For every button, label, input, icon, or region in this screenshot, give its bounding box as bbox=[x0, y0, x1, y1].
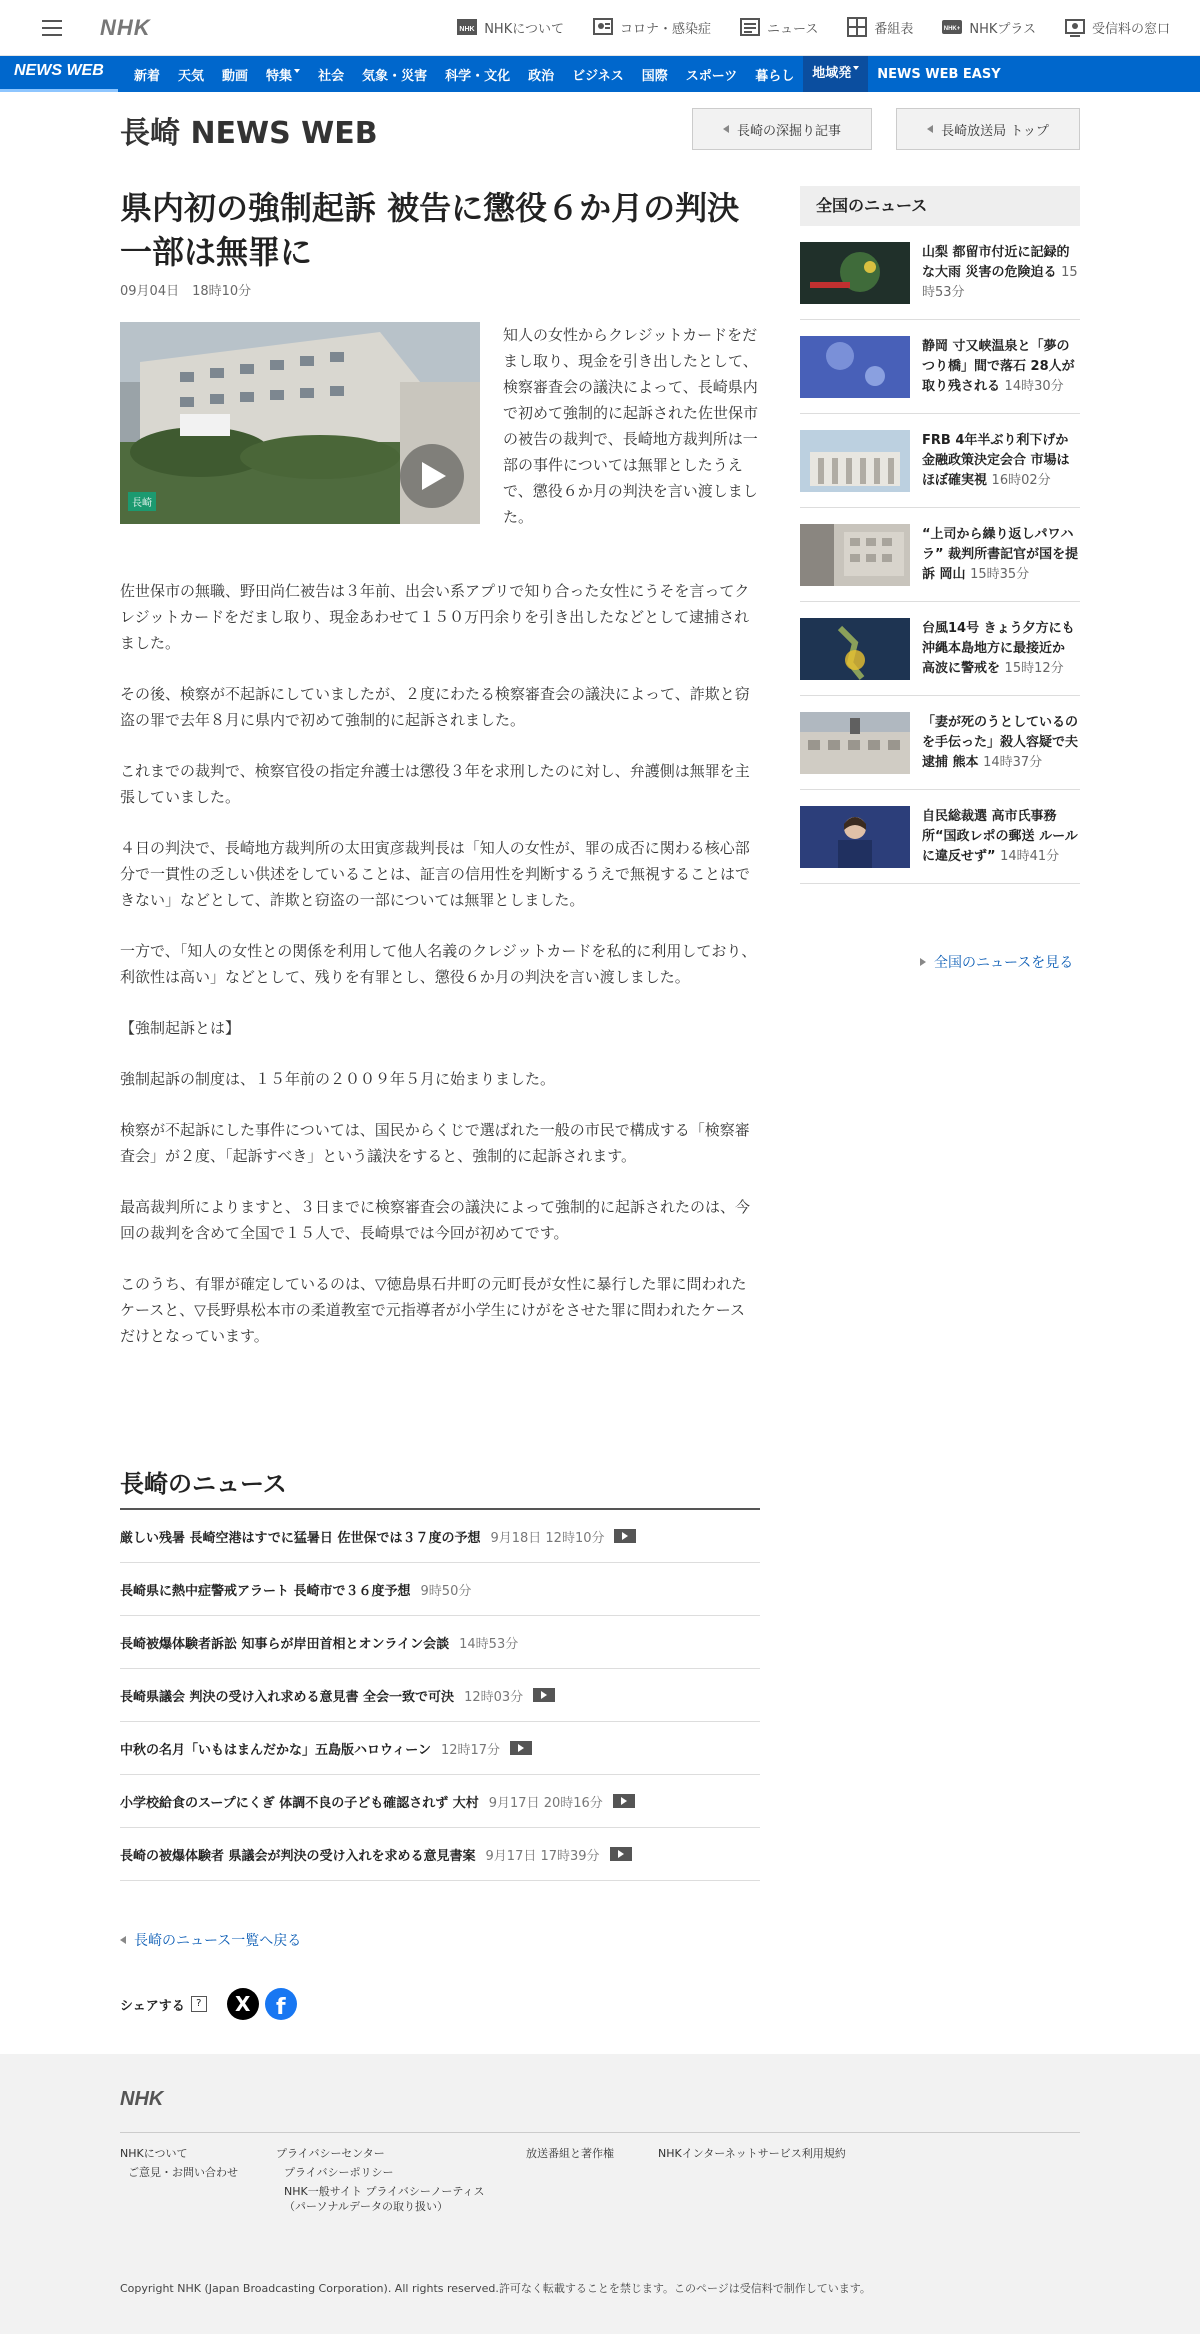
video-icon bbox=[613, 1794, 635, 1808]
list-item[interactable] bbox=[120, 1616, 760, 1669]
nhk-logo-icon bbox=[456, 16, 478, 38]
news-time: 16時02分 bbox=[991, 472, 1051, 488]
svg-text:NHK: NHK bbox=[459, 26, 475, 33]
news-title: 中秋の名月「いもはまんだかな」五島版ハロウィーン bbox=[120, 1742, 431, 1758]
site-header bbox=[0, 0, 1200, 56]
link-label: 長崎のニュース一覧へ戻る bbox=[134, 1933, 302, 1949]
more-national-news-link[interactable] bbox=[920, 952, 1073, 972]
nav-item-video[interactable]: 動画 bbox=[222, 68, 249, 84]
nav-item-regional[interactable] bbox=[803, 56, 868, 92]
nav-item-weather[interactable]: 天気 bbox=[178, 68, 205, 84]
triangle-left-icon bbox=[723, 125, 729, 133]
news-thumbnail bbox=[800, 242, 910, 304]
news-title: FRB 4年半ぶり利下げか 金融政策決定会合 市場はほぼ確実視 bbox=[922, 432, 1070, 488]
top-nav-label: コロナ・感染症 bbox=[619, 21, 711, 37]
national-news-sidebar bbox=[800, 186, 1080, 884]
button-label: 長崎の深掘り記事 bbox=[736, 123, 841, 139]
share-bar bbox=[120, 1988, 297, 2020]
news-time: 15時12分 bbox=[1004, 660, 1064, 676]
station-top-button[interactable] bbox=[896, 108, 1080, 150]
divider bbox=[120, 2132, 1080, 2133]
nav-item-sports[interactable]: スポーツ bbox=[685, 68, 738, 84]
nav-item-disaster[interactable]: 気象・災害 bbox=[362, 68, 428, 84]
news-time: 12時03分 bbox=[464, 1689, 524, 1705]
news-title: 長崎被爆体験者訴訟 知事らが岸田首相とオンライン会談 bbox=[120, 1636, 450, 1652]
nav-item-science[interactable]: 科学・文化 bbox=[445, 68, 511, 84]
footer-nhk-logo[interactable]: NHK bbox=[120, 2088, 164, 2110]
top-nav-label: 番組表 bbox=[874, 21, 914, 37]
article-subheading: 【強制起訴とは】 bbox=[120, 1019, 241, 1037]
triangle-right-icon bbox=[920, 958, 926, 966]
list-item[interactable] bbox=[120, 1828, 760, 1881]
sidebar-item[interactable] bbox=[800, 602, 1080, 696]
back-to-list-link[interactable] bbox=[120, 1930, 301, 1950]
article-paragraph: 検察が不起訴にした事件については、国民からくじで選ばれた一般の市民で構成する「検察審査会」が２度、「起訴すべき」という議決をすると、強制的に起訴されます。 bbox=[120, 1121, 750, 1165]
footer-col-2 bbox=[276, 2146, 484, 2214]
button-label: 長崎放送局 トップ bbox=[941, 123, 1049, 139]
news-text bbox=[922, 525, 1080, 585]
article-paragraph: 一方で、「知人の女性との関係を利用して他人名義のクレジットカードを私的に利用しており、利欲性は高い」などとして、残りを有罪とし、懲役６か月の判決を言い渡しました。 bbox=[120, 942, 757, 986]
news-title: 小学校給食のスープにくぎ 体調不良の子ども確認されず 大村 bbox=[120, 1795, 479, 1811]
news-time: 9月18日 12時10分 bbox=[490, 1530, 605, 1546]
local-news-list bbox=[120, 1510, 760, 1881]
news-title: 山梨 都留市付近に記録的な大雨 災害の危険迫る bbox=[922, 244, 1070, 280]
top-nav-nhkplus[interactable] bbox=[941, 16, 1036, 38]
nav-item-label: 地域発 bbox=[812, 66, 852, 81]
article-paragraph: 強制起訴の制度は、１５年前の２００９年５月に始まりました。 bbox=[120, 1070, 556, 1088]
video-icon bbox=[510, 1741, 532, 1755]
news-title: 長崎県議会 判決の受け入れ求める意見書 全会一致で可決 bbox=[120, 1689, 455, 1705]
top-nav-schedule[interactable] bbox=[846, 16, 913, 38]
list-item[interactable] bbox=[120, 1722, 760, 1775]
copyright-text: Copyright NHK (Japan Broadcasting Corporation). All rights reserved.許可なく転載することを禁じます。このページは受信料で制作しています。 bbox=[120, 2282, 871, 2295]
tv-icon bbox=[1064, 16, 1086, 38]
grid-icon bbox=[846, 16, 868, 38]
courthouse-photo bbox=[120, 322, 480, 524]
video-icon bbox=[614, 1529, 636, 1543]
news-text bbox=[922, 337, 1080, 397]
main-nav bbox=[0, 56, 1200, 92]
list-item[interactable] bbox=[120, 1669, 760, 1722]
news-thumbnail bbox=[800, 524, 910, 586]
triangle-left-icon bbox=[120, 1936, 126, 1944]
sidebar-item[interactable] bbox=[800, 226, 1080, 320]
nav-item-business[interactable]: ビジネス bbox=[572, 68, 624, 84]
footer-link-copyright[interactable]: 放送番組と著作権 bbox=[526, 2147, 614, 2160]
footer-link-privacy-center[interactable]: プライバシーセンター bbox=[276, 2147, 385, 2160]
news-thumbnail bbox=[800, 618, 910, 680]
news-time: 12時17分 bbox=[440, 1742, 501, 1758]
nav-item-politics[interactable]: 政治 bbox=[528, 68, 555, 84]
top-nav-nhk-about[interactable] bbox=[456, 16, 564, 38]
article-date: 09月04日 18時10分 bbox=[120, 284, 252, 299]
footer-link-privacy-notice-sub[interactable]: （パーソナルデータの取り扱い） bbox=[284, 2200, 449, 2213]
list-item[interactable] bbox=[120, 1563, 760, 1616]
top-nav-fee[interactable] bbox=[1064, 16, 1170, 38]
news-title: 厳しい残暑 長崎空港はすでに猛暑日 佐世保では３７度の予想 bbox=[120, 1530, 481, 1546]
facebook-share-icon[interactable]: f bbox=[265, 1988, 297, 2020]
nav-item-feature[interactable] bbox=[257, 65, 309, 84]
nav-active-indicator bbox=[0, 89, 118, 92]
news-time: 14時41分 bbox=[1000, 848, 1060, 864]
caret-down-icon bbox=[853, 66, 859, 73]
nav-item-new[interactable]: 新着 bbox=[134, 68, 161, 84]
nhk-logo[interactable]: NHK bbox=[100, 15, 151, 40]
footer-link-about[interactable]: NHKについて bbox=[120, 2147, 188, 2160]
triangle-left-icon bbox=[927, 125, 933, 133]
news-title: 長崎の被爆体験者 県議会が判決の受け入れを求める意見書案 bbox=[120, 1848, 476, 1864]
page-title: 長崎 NEWS WEB bbox=[120, 116, 378, 151]
caret-down-icon bbox=[294, 69, 300, 76]
news-time: 14時30分 bbox=[1004, 378, 1064, 394]
top-nav bbox=[456, 16, 1170, 38]
top-nav-label: ニュース bbox=[766, 21, 819, 37]
deep-dive-button[interactable] bbox=[692, 108, 872, 150]
news-title: 台風14号 きょう夕方にも沖縄本島地方に最接近か 高波に警戒を bbox=[922, 620, 1075, 676]
footer-col-1 bbox=[120, 2146, 238, 2180]
news-time: 15時53分 bbox=[922, 264, 1078, 300]
nav-item-society[interactable]: 社会 bbox=[318, 68, 345, 84]
article-paragraph: これまでの裁判で、検察官役の指定弁護士は懲役３年を求刑したのに対し、弁護側は無罪を主張していました。 bbox=[120, 762, 750, 806]
news-time: 9時50分 bbox=[420, 1583, 472, 1599]
local-news-heading: 長崎のニュース bbox=[120, 1470, 287, 1498]
article-lead: 知人の女性からクレジットカードをだまし取り、現金を引き出したとして、検察審査会の議決によって、長崎県内で初めて強制的に起訴された佐世保市の被告の裁判で、長崎地方裁判所は一部の事件については無罪としたうえで、懲役６か月の判決を言い渡しました。 bbox=[503, 326, 759, 526]
sidebar-heading: 全国のニュース bbox=[800, 186, 1080, 226]
menu-icon[interactable] bbox=[42, 18, 64, 38]
sidebar-item[interactable] bbox=[800, 790, 1080, 884]
news-text bbox=[922, 807, 1080, 867]
news-title: 静岡 寸又峡温泉と「夢のつり橋」間で落石 28人が取り残される bbox=[922, 338, 1075, 394]
list-item[interactable] bbox=[120, 1775, 760, 1828]
help-icon[interactable]: ? bbox=[191, 1996, 207, 2012]
article-paragraph: ４日の判決で、長崎地方裁判所の太田寅彦裁判長は「知人の女性が、罪の成否に関わる核心部分で一貫性の乏しい供述をしていることは、証言の信用性を判断するうえで無視することはできない」などとして、詐欺と窃盗の一部については無罪としました。 bbox=[120, 839, 751, 909]
nav-item-label: 特集 bbox=[266, 68, 293, 84]
nav-item-life[interactable]: 暮らし bbox=[755, 68, 795, 84]
news-thumbnail bbox=[800, 430, 910, 492]
article-paragraph: 佐世保市の無職、野田尚仁被告は３年前、出会い系アプリで知り合った女性にうそを言ってクレジットカードをだまし取り、現金あわせて１５０万円余りを引き出したなどとして逮捕されました。 bbox=[120, 582, 750, 652]
article-body bbox=[120, 578, 760, 1374]
nav-item-easy[interactable]: NEWS WEB EASY bbox=[877, 66, 1001, 82]
news-title: 自民総裁選 高市氏事務所“国政レポの郵送 ルールに違反せず” bbox=[922, 808, 1078, 864]
svg-text:NHK+: NHK+ bbox=[944, 26, 961, 32]
site-footer bbox=[0, 2054, 1200, 2334]
virus-icon bbox=[592, 16, 614, 38]
sidebar-item[interactable] bbox=[800, 696, 1080, 790]
sidebar-item[interactable] bbox=[800, 320, 1080, 414]
newspaper-icon bbox=[739, 16, 761, 38]
news-thumbnail bbox=[800, 712, 910, 774]
news-time: 9月17日 20時16分 bbox=[488, 1795, 603, 1811]
footer-link-privacy-policy[interactable]: プライバシーポリシー bbox=[284, 2166, 394, 2179]
video-icon bbox=[533, 1688, 555, 1702]
news-time: 14時37分 bbox=[983, 754, 1043, 770]
news-thumbnail bbox=[800, 806, 910, 868]
footer-link-privacy-notice[interactable]: NHK一般サイト プライバシーノーティス bbox=[284, 2185, 485, 2198]
footer-link-contact[interactable]: ご意見・お問い合わせ bbox=[128, 2166, 238, 2179]
top-nav-corona[interactable] bbox=[592, 16, 711, 38]
sidebar-item[interactable] bbox=[800, 414, 1080, 508]
news-web-logo[interactable]: NEWS WEB bbox=[14, 62, 104, 79]
nav-items bbox=[125, 56, 1010, 92]
top-nav-label: 受信料の窓口 bbox=[1091, 21, 1170, 37]
x-share-icon[interactable]: X bbox=[227, 1988, 259, 2020]
nav-item-international[interactable]: 国際 bbox=[641, 68, 668, 84]
sidebar-item[interactable] bbox=[800, 508, 1080, 602]
news-text bbox=[922, 431, 1080, 491]
top-nav-label: NHKプラス bbox=[969, 21, 1036, 37]
news-time: 9月17日 17時39分 bbox=[485, 1848, 600, 1864]
news-text bbox=[922, 243, 1080, 303]
news-time: 15時35分 bbox=[970, 566, 1030, 582]
news-text bbox=[922, 713, 1080, 773]
video-icon bbox=[610, 1847, 632, 1861]
link-label: 全国のニュースを見る bbox=[934, 955, 1074, 971]
list-item[interactable] bbox=[120, 1510, 760, 1563]
news-time: 14時53分 bbox=[459, 1636, 519, 1652]
news-thumbnail bbox=[800, 336, 910, 398]
top-nav-label: NHKについて bbox=[484, 21, 564, 37]
article-title: 県内初の強制起訴 被告に懲役６か月の判決 一部は無罪に bbox=[120, 189, 740, 271]
article-paragraph: その後、検察が不起訴にしていましたが、２度にわたる検察審査会の議決によって、詐欺と窃盗の罪で去年８月に県内で初めて強制的に起訴されました。 bbox=[120, 685, 750, 729]
article-paragraph: 最高裁判所によりますと、３日までに検察審査会の議決によって強制的に起訴されたのは、今回の裁判を含めて全国で１５人で、長崎県では今回が初めてです。 bbox=[120, 1198, 751, 1242]
article-video-thumbnail[interactable] bbox=[120, 322, 480, 524]
footer-link-terms[interactable]: NHKインターネットサービス利用規約 bbox=[658, 2147, 846, 2160]
region-badge: 長崎 bbox=[128, 492, 156, 511]
news-title: “上司から繰り返しパワハラ” 裁判所書記官が国を提訴 岡山 bbox=[922, 526, 1079, 582]
news-title: 長崎県に熱中症警戒アラート 長崎市で３６度予想 bbox=[120, 1583, 411, 1599]
share-label: シェアする bbox=[120, 1998, 185, 2014]
top-nav-news[interactable] bbox=[739, 16, 818, 38]
article-paragraph: このうち、有罪が確定しているのは、▽徳島県石井町の元町長が女性に暴行した罪に問われたケースと、▽長野県松本市の柔道教室で元指導者が小学生にけがをさせた罪に問われたケースだけとなっています。 bbox=[120, 1275, 747, 1345]
nhkplus-icon bbox=[941, 16, 963, 38]
news-text bbox=[922, 619, 1080, 679]
news-title: 「妻が死のうとしているのを手伝った」殺人容疑で夫逮捕 熊本 bbox=[922, 714, 1079, 770]
